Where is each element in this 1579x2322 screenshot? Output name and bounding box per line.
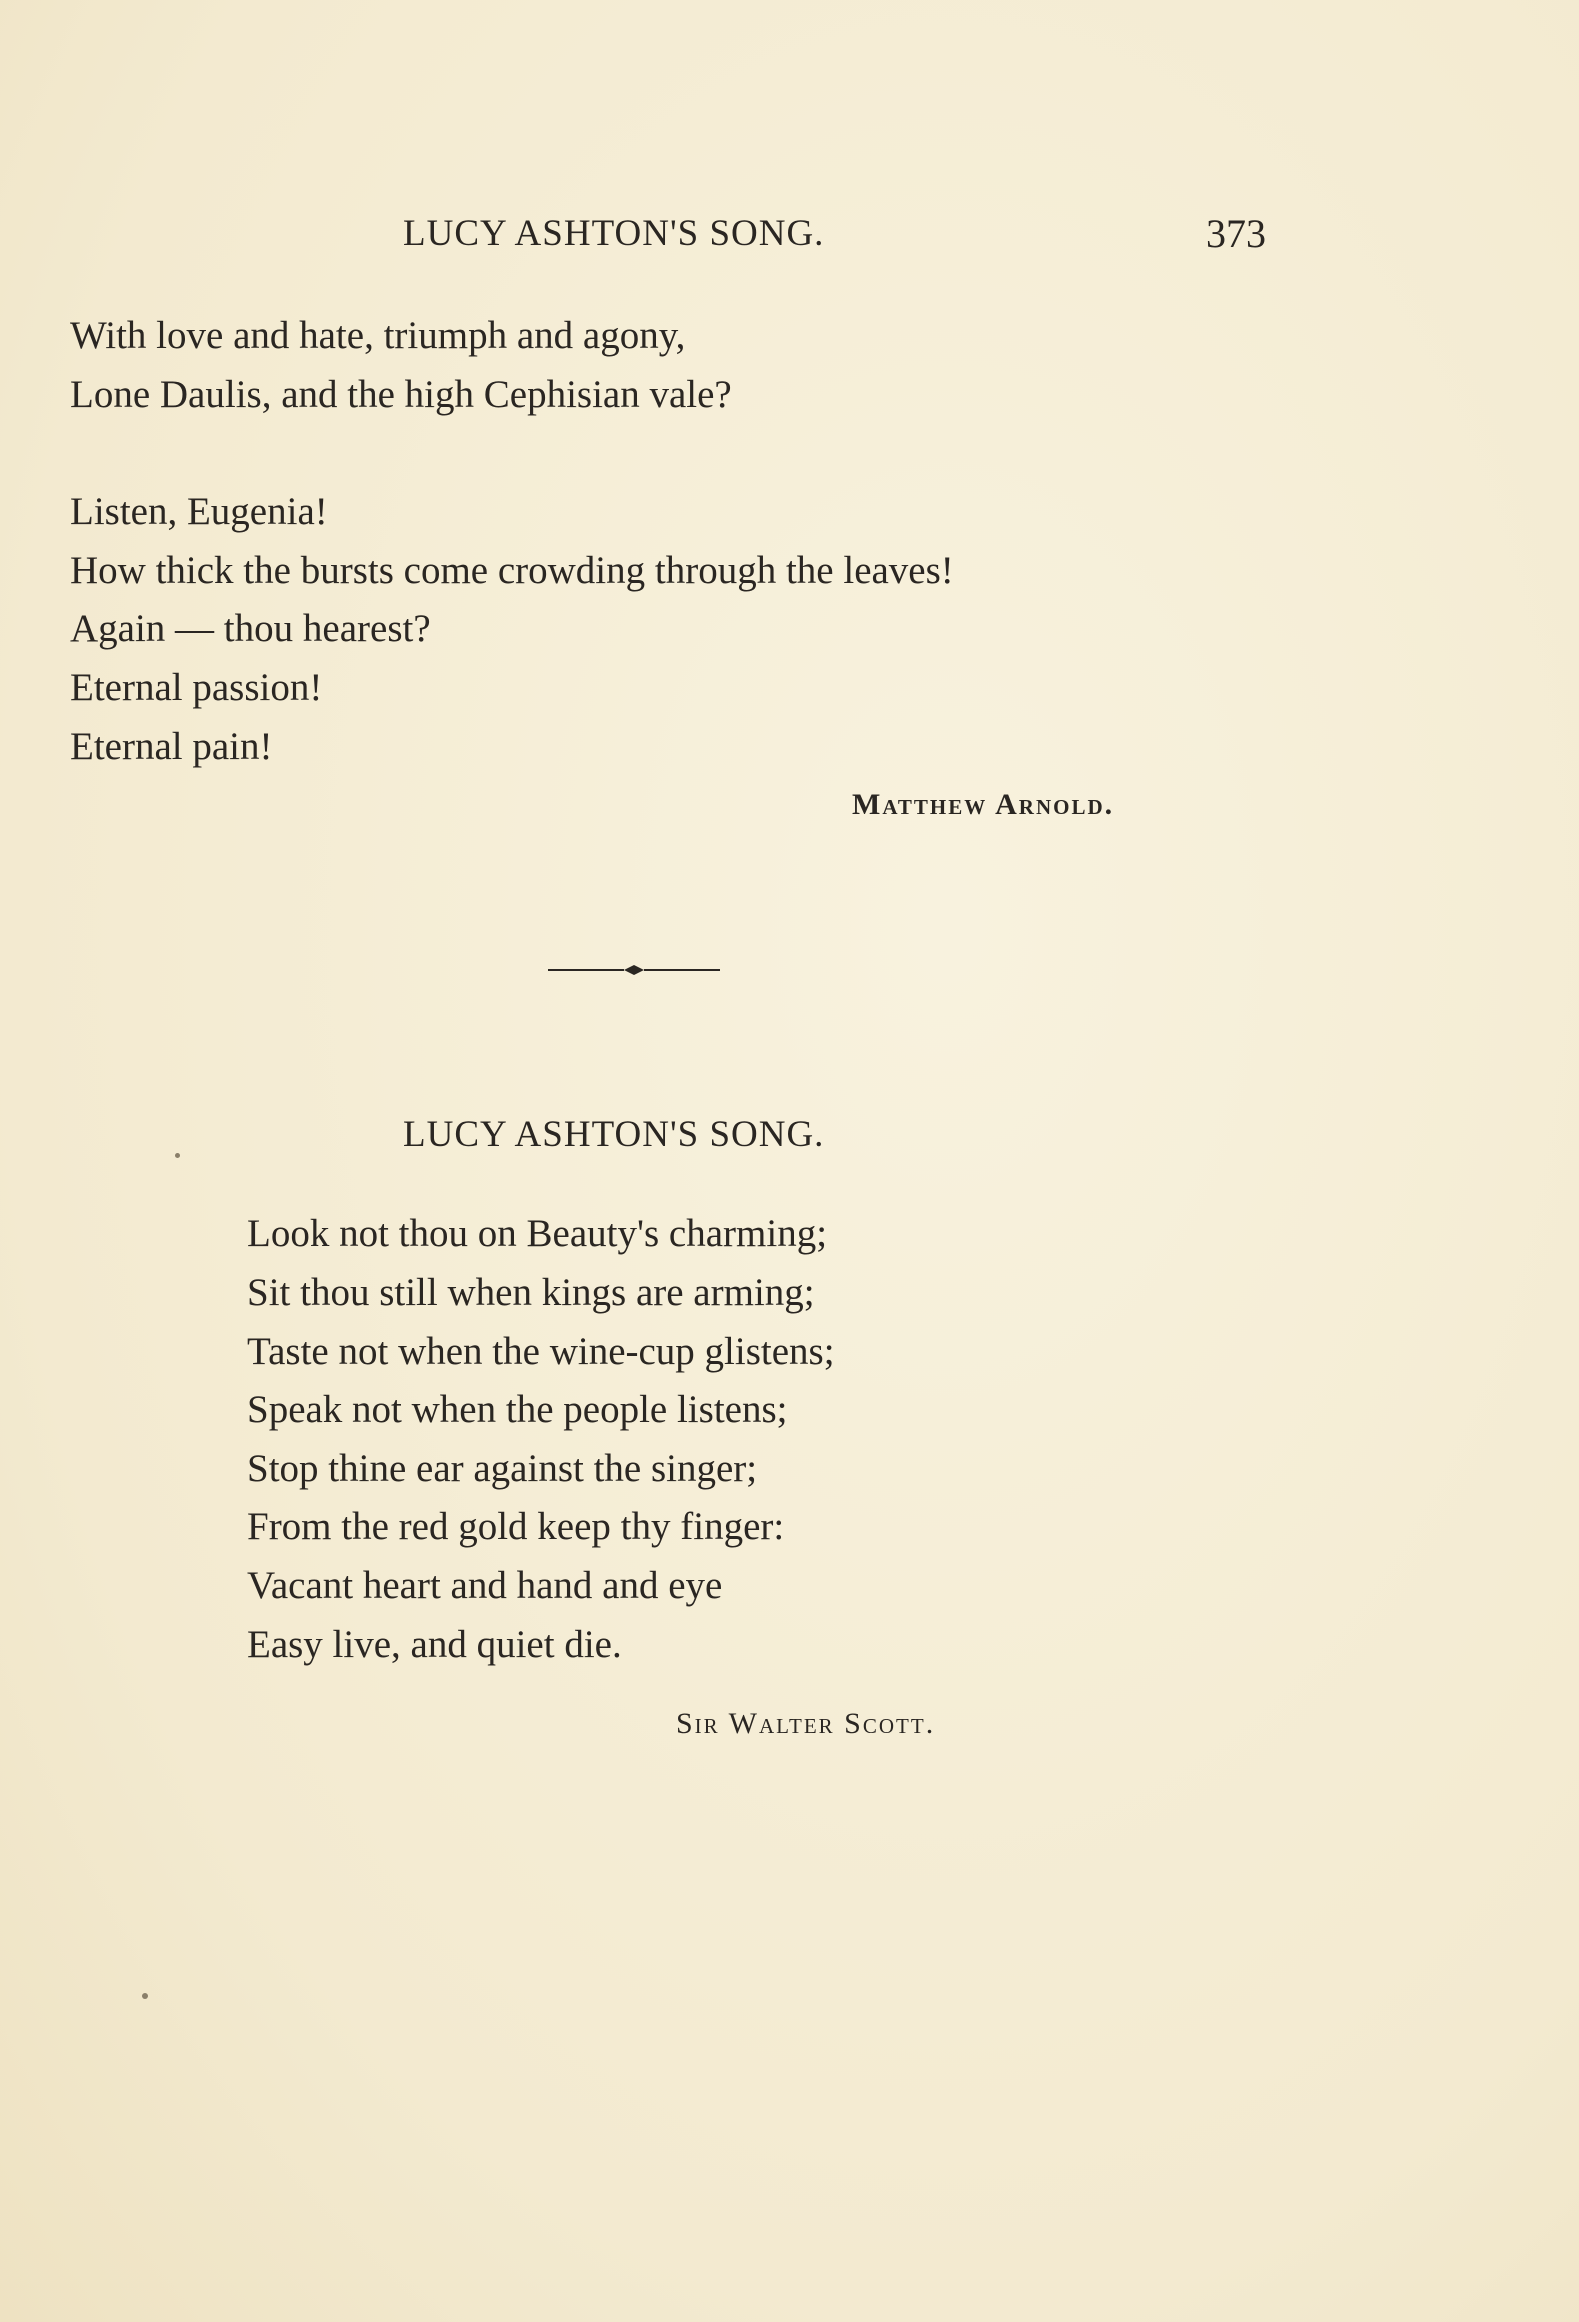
running-header-title: LUCY ASHTON'S SONG.	[403, 213, 825, 254]
poem1-line: Eternal pain!	[70, 725, 273, 768]
poem1-line: With love and hate, triumph and agony,	[70, 314, 686, 357]
paper-speck	[142, 1993, 148, 1999]
poem1-line: How thick the bursts come crowding through the leaves!	[70, 549, 954, 592]
poem2-line: Vacant heart and hand and eye	[247, 1564, 723, 1607]
poem2-line: Easy live, and quiet die.	[247, 1623, 622, 1666]
poem1-author: Matthew Arnold.	[852, 788, 1115, 821]
poem1-line: Listen, Eugenia!	[70, 490, 328, 533]
poem1-line: Again — thou hearest?	[70, 607, 431, 650]
poem2-line: Sit thou still when kings are arming;	[247, 1271, 815, 1314]
poem2-line: Stop thine ear against the singer;	[247, 1447, 758, 1490]
poem2-author: Sir Walter Scott.	[676, 1707, 936, 1740]
poem2-line: From the red gold keep thy finger:	[247, 1505, 785, 1548]
section-divider-ornament	[548, 960, 720, 980]
poem2-line: Speak not when the people listens;	[247, 1388, 788, 1431]
poem1-line: Eternal passion!	[70, 666, 323, 709]
poem2-line: Look not thou on Beauty's charming;	[247, 1212, 828, 1255]
page-number: 373	[1206, 211, 1266, 256]
poem2-line: Taste not when the wine-cup glistens;	[247, 1330, 835, 1373]
poem2-title: LUCY ASHTON'S SONG.	[403, 1114, 825, 1155]
paper-speck	[175, 1153, 180, 1158]
poem1-line: Lone Daulis, and the high Cephisian vale?	[70, 373, 732, 416]
